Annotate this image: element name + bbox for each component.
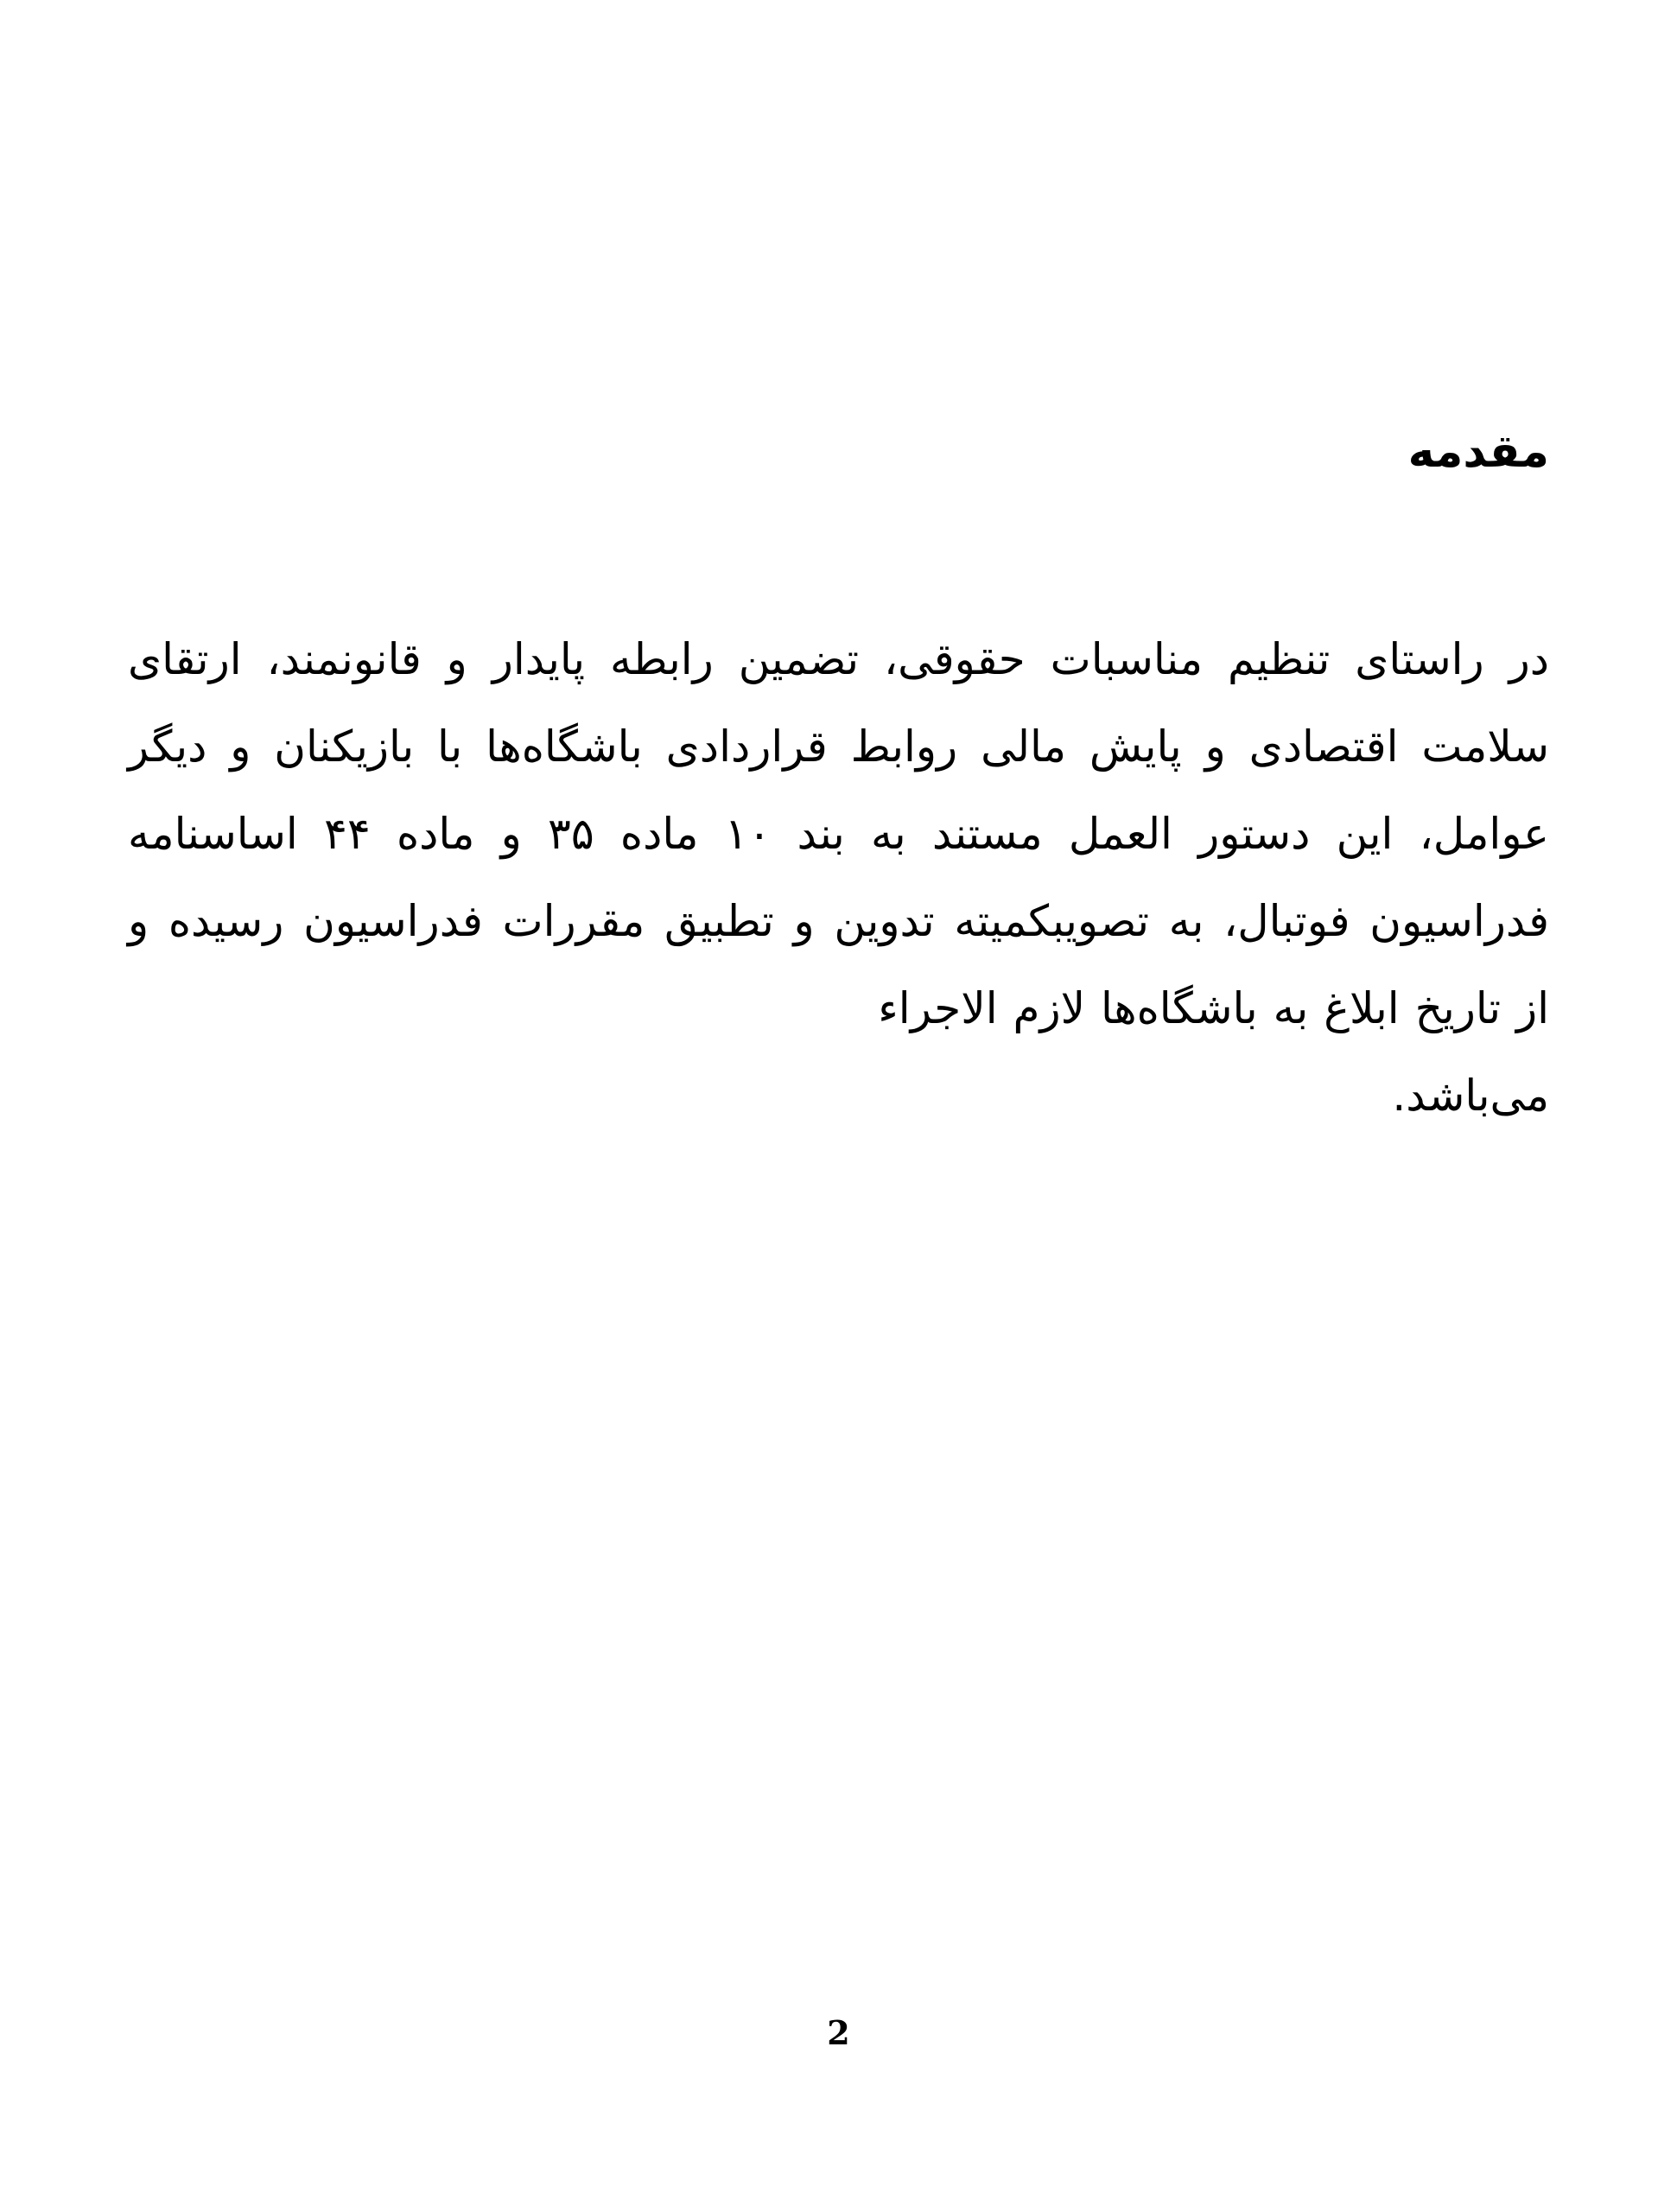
- page-number: 2: [827, 2013, 850, 2052]
- page-footer: [0, 2013, 1677, 2212]
- intro-paragraph: در راستای تنظیم مناسبات حقوقی، تضمین رابطه پایدار و قانونمند، ارتقای سلامت اقتصادی و پایش مالی روابط قراردادی باشگاه‌ها با بازیکنان و دیگر عوامل، این دستور العمل مستند به بند ۱۰ ماده ۳۵ و ماده ۴۴ اساسنامه فدراسیون فوتبال، به تصویبکمیته تدوین و تطبیق مقررات فدراسیون رسیده و از تاریخ ابلاغ به باشگاه‌ها لازم الاجراء: [128, 633, 1549, 1033]
- intro-paragraph-last-line: می‌باشد.: [1392, 1070, 1549, 1121]
- body-text-block: [128, 616, 1549, 1140]
- page-title: مقدمه: [1407, 426, 1549, 478]
